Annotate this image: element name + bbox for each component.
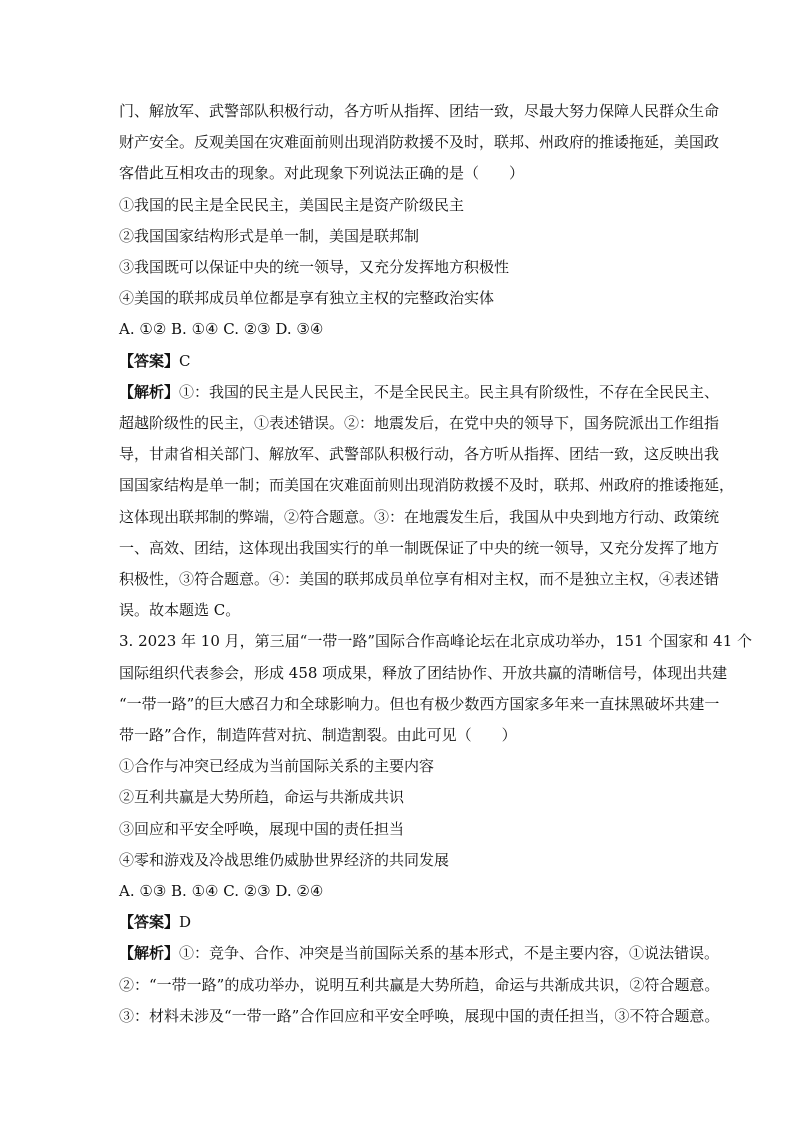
question-stem-line: “一带一路”的巨大感召力和全球影响力。但也有极少数西方国家多年来一直抹黑破坏共建一 (119, 694, 720, 713)
analysis-line: 误。故本题选 C。 (119, 601, 241, 620)
answer-tag: 【答案】 (119, 351, 180, 370)
question-stem-line: 财产安全。反观美国在灾难面前则出现消防救援不及时，联邦、州政府的推诿拖延，美国政 (119, 133, 720, 152)
answer-value: D (179, 913, 192, 932)
question-stem-line: 门、解放军、武警部队积极行动，各方听从指挥、团结一致，尽最大努力保障人民群众生命 (119, 102, 720, 120)
analysis-line: ②：“一带一路”的成功举办，说明互利共赢是大势所趋，命运与共渐成共识，②符合题意。 (119, 975, 720, 994)
answer-line (119, 346, 685, 377)
analysis-line: 国国家结构是单一制；而美国在灾难面前则出现消防救援不及时，联邦、州政府的推诿拖延， (119, 476, 735, 495)
option-statement: ④零和游戏及冷战思维仍威胁世界经济的共同发展 (119, 850, 450, 869)
question-3 (119, 626, 753, 1032)
analysis-text: ①：我国的民主是人民民主，不是全民民主。民主具有阶级性，不存在全民民主、 (179, 382, 720, 401)
document-page (119, 96, 753, 1032)
analysis-text: ①：竞争、合作、冲突是当前国际关系的基本形式，不是主要内容，①说法错误。 (179, 944, 720, 963)
answer-tag: 【答案】 (119, 913, 180, 932)
analysis-line: 导，甘肃省相关部门、解放军、武警部队积极行动，各方听从指挥、团结一致，这反映出我 (119, 445, 720, 464)
analysis-line: ③：材料未涉及“一带一路”合作回应和平安全呼唤，展现中国的责任担当，③不符合题意。 (119, 1006, 720, 1025)
question-stem-line: 国际组织代表参会，形成 458 项成果，释放了团结协作、开放共赢的清晰信号，体现出共建 (119, 663, 728, 682)
option-statement: ③我国既可以保证中央的统一领导，又充分发挥地方积极性 (119, 258, 510, 277)
option-statement: ④美国的联邦成员单位都是享有独立主权的完整政治实体 (119, 289, 495, 308)
option-statement: ③回应和平安全呼唤，展现中国的责任担当 (119, 819, 405, 838)
question-stem-line: 客借此互相攻击的现象。对此现象下列说法正确的是（ ） (119, 164, 525, 183)
analysis-line: 一、高效、团结，这体现出我国实行的单一制既保证了中央的统一领导，又充分发挥了地方 (119, 538, 720, 557)
analysis-line (119, 377, 720, 408)
answer-choices: A. ①② B. ①④ C. ②③ D. ③④ (119, 320, 324, 339)
answer-choices: A. ①③ B. ①④ C. ②③ D. ②④ (119, 882, 324, 901)
question-stem-line: 带一路”合作，制造阵营对抗、制造割裂。由此可见（ ） (119, 726, 517, 745)
analysis-tag: 【解析】 (119, 382, 180, 401)
analysis-line: 这体现出联邦制的弊端，②符合题意。③：在地震发生后，我国从中央到地方行动、政策统 (119, 507, 720, 526)
analysis-line (119, 938, 720, 969)
answer-line (119, 907, 685, 938)
question-stem-line: 3. 2023 年 10 月，第三届“一带一路”国际合作高峰论坛在北京成功举办，151 个国家和 41 个 (119, 632, 753, 651)
analysis-line: 超越阶级性的民主，①表述错误。②：地震发后，在党中央的领导下，国务院派出工作组指 (119, 414, 720, 433)
answer-value: C (179, 351, 191, 370)
option-statement: ②我国国家结构形式是单一制，美国是联邦制 (119, 226, 420, 245)
option-statement: ①合作与冲突已经成为当前国际关系的主要内容 (119, 757, 435, 776)
analysis-tag: 【解析】 (119, 944, 180, 963)
option-statement: ①我国的民主是全民民主，美国民主是资产阶级民主 (119, 195, 465, 214)
analysis-line: 积极性，③符合题意。④：美国的联邦成员单位享有相对主权，而不是独立主权，④表述错 (119, 570, 720, 589)
option-statement: ②互利共赢是大势所趋，命运与共渐成共识 (119, 788, 405, 807)
question-2 (119, 96, 735, 626)
